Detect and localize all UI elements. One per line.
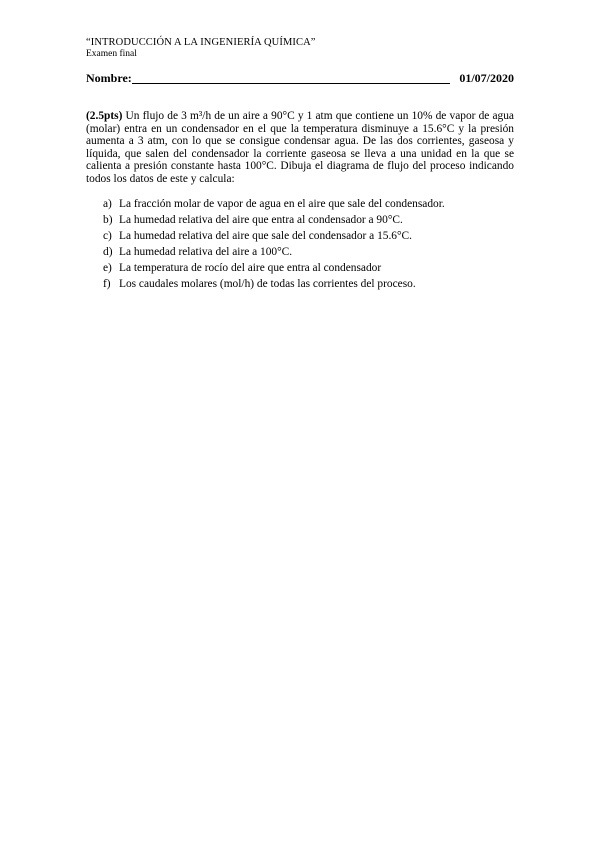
question-list [103,196,514,292]
question-letter: c) [103,230,112,242]
question-item [103,196,514,212]
question-item [103,244,514,260]
question-text: La temperatura de rocío del aire que entra al condensador [119,262,382,274]
question-letter: b) [103,214,113,226]
problem-points: (2.5pts) [86,110,123,122]
exam-date: 01/07/2020 [459,71,514,85]
question-letter: f) [103,278,111,290]
course-title: “INTRODUCCIÓN A LA INGENIERÍA QUÍMICA” [86,37,316,48]
question-letter: a) [103,198,112,210]
question-text: La humedad relativa del aire a 100°C. [119,246,293,258]
question-item [103,260,514,276]
name-underline [132,83,450,84]
question-letter: e) [103,262,112,274]
question-item [103,212,514,228]
question-text: La humedad relativa del aire que sale del condensador a 15.6°C. [119,230,413,242]
question-letter: d) [103,246,113,258]
problem-statement [86,110,514,186]
question-text: La humedad relativa del aire que entra al condensador a 90°C. [119,214,403,226]
question-text: La fracción molar de vapor de agua en el aire que sale del condensador. [119,198,445,210]
name-line [86,71,514,87]
problem-text: Un flujo de 3 m³/h de un aire a 90°C y 1 atm que contiene un 10% de vapor de agua (molar) entra en un condensador en el que la temperatura disminuye a 15.6°C y la presión aumenta a 3 atm, con lo que se consigue condensar agua. De las dos corrientes, gaseosa y líquida, que salen del condensador la corriente gaseosa se lleva a una unidad en la que se calienta a presión constante hasta 100°C. Dibuja el diagrama de flujo del proceso indicando todos los datos de este y calcula: [86,110,514,185]
name-label: Nombre: [86,71,132,85]
question-item [103,228,514,244]
question-item [103,276,514,292]
exam-type: Examen final [86,49,137,59]
question-text: Los caudales molares (mol/h) de todas las corrientes del proceso. [119,278,416,290]
